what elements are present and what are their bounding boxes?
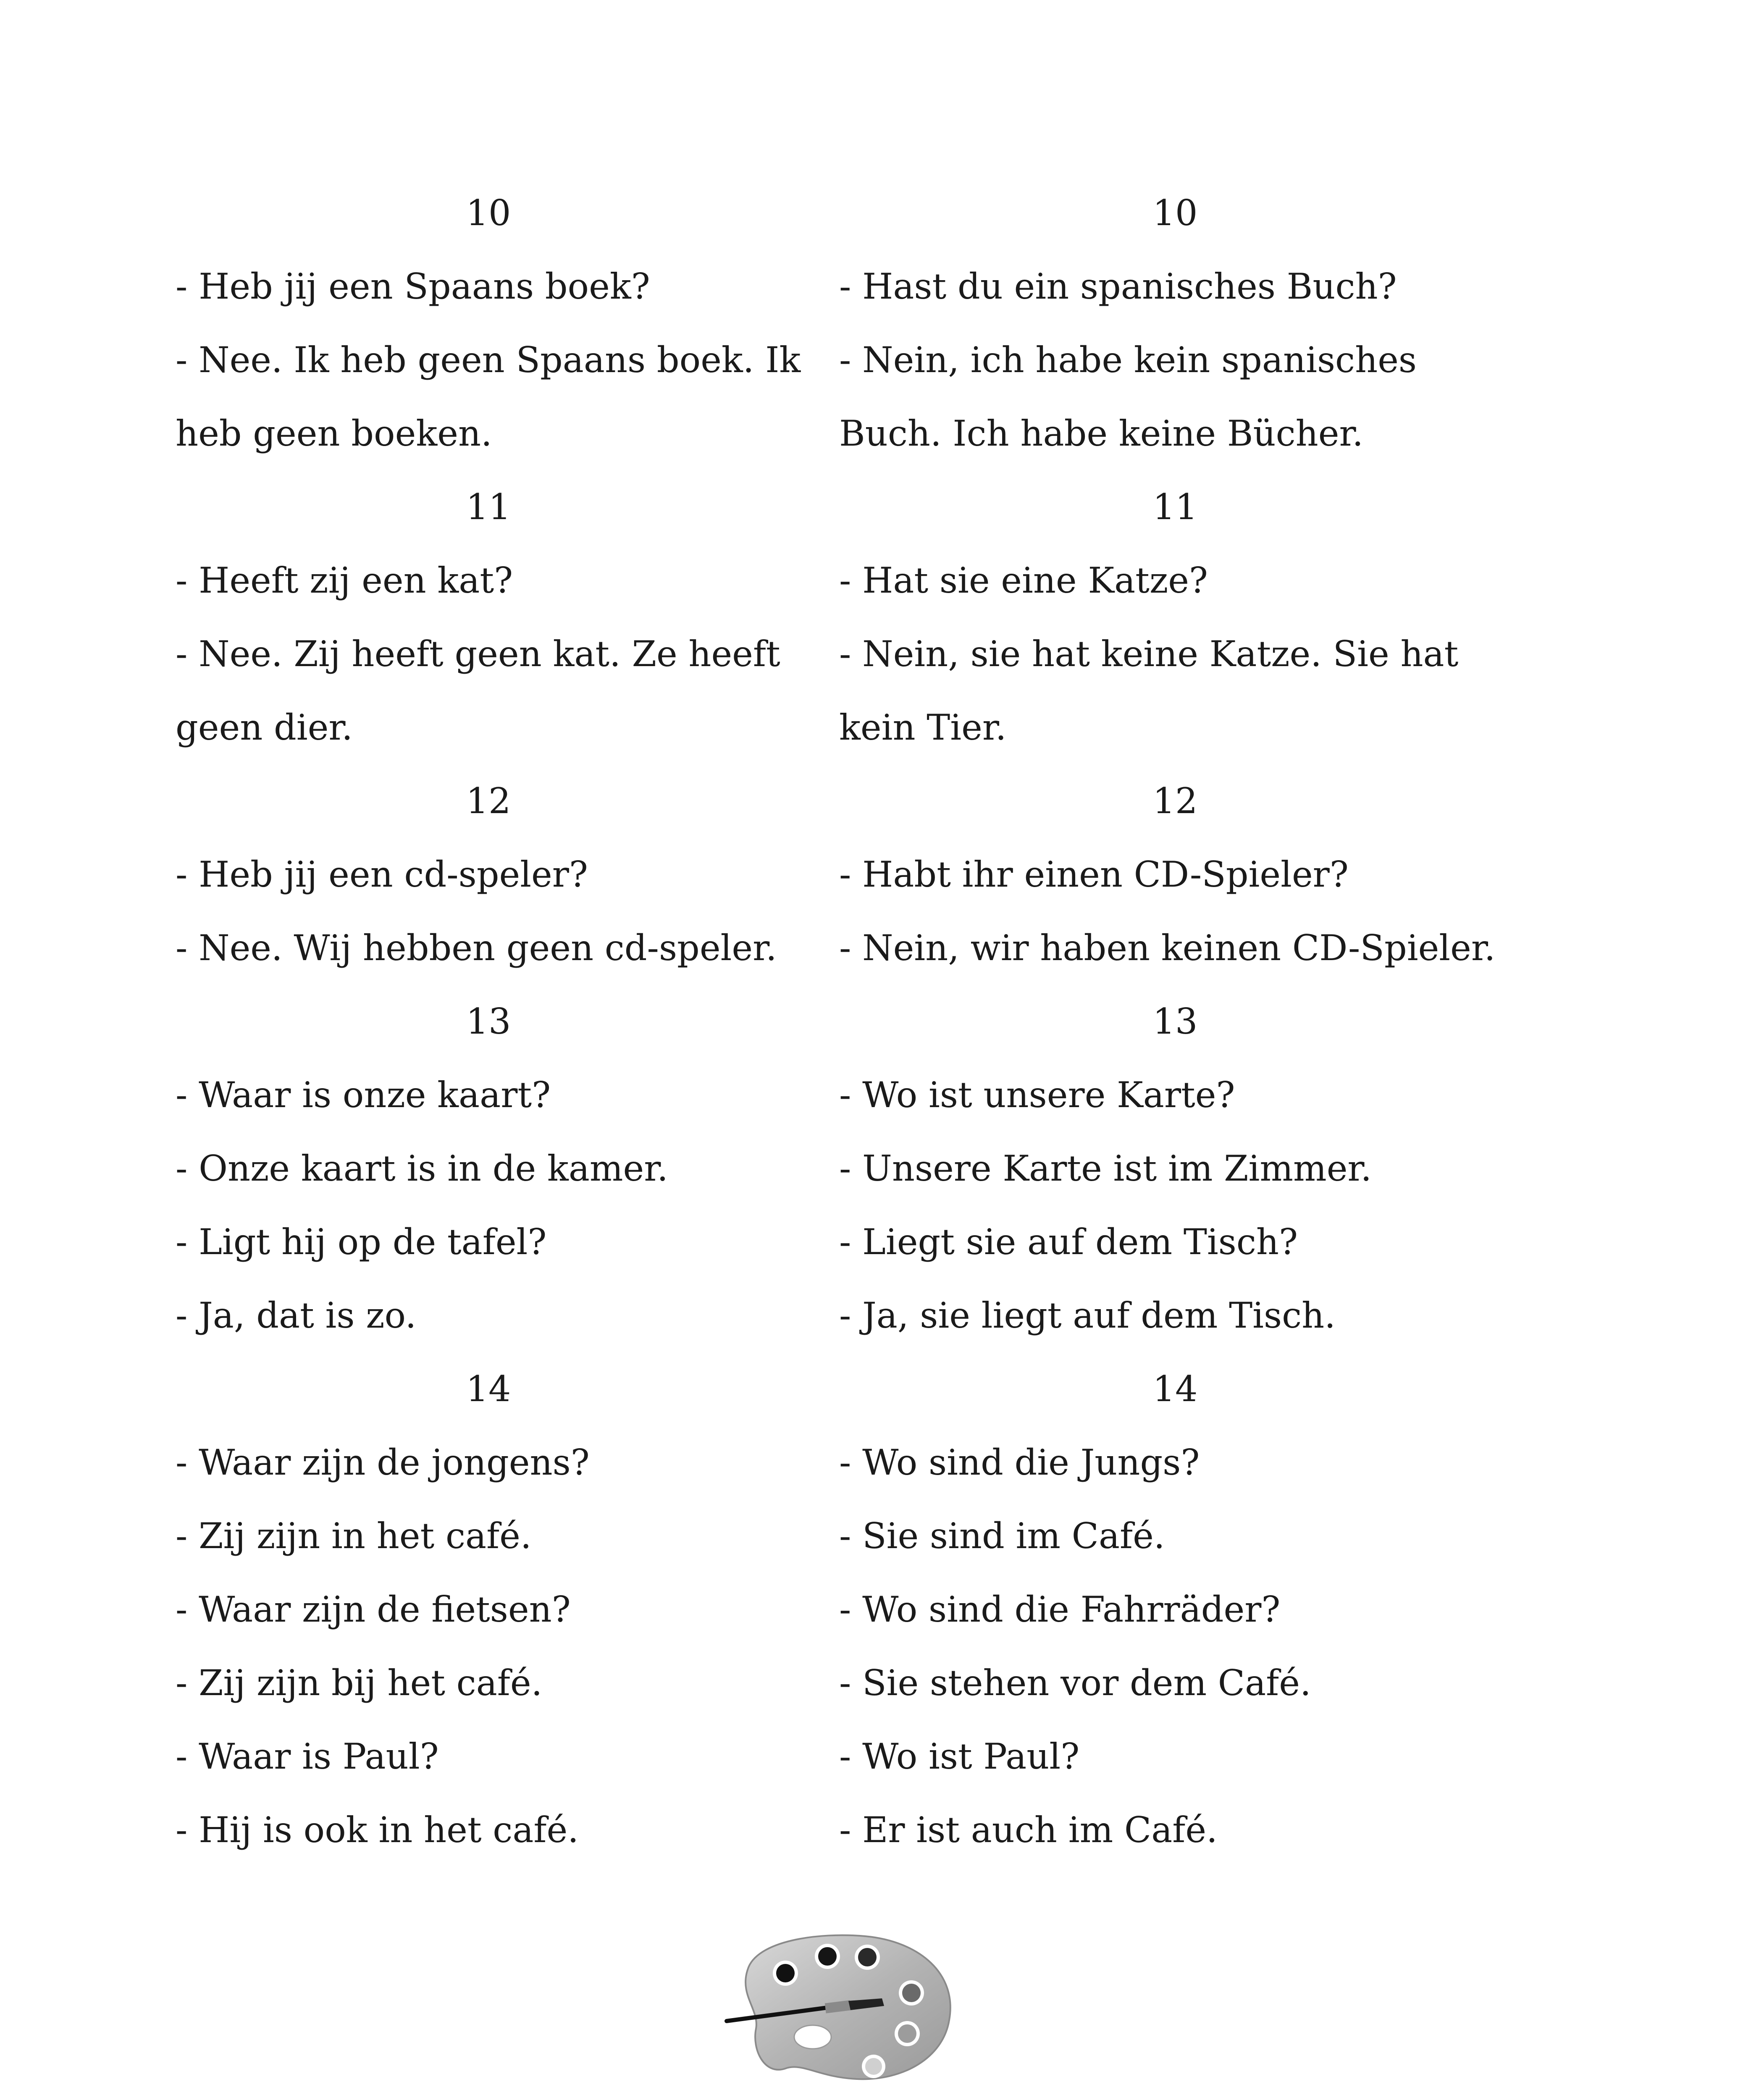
dutch-dialogue-line: - Onze kaart is in de kamer.	[176, 1148, 668, 1189]
german-column	[839, 176, 1578, 1867]
german-dialogue-line: - Nein, wir haben keinen CD-Spieler.	[839, 927, 1496, 969]
german-dialogue-line: - Wo ist unsere Karte?	[839, 1074, 1235, 1116]
dutch-column	[176, 176, 839, 1867]
dutch-dialogue-line: geen dier.	[176, 707, 353, 748]
dutch-dialogue-line: - Waar is onze kaart?	[176, 1074, 551, 1116]
dutch-section-number: 12	[466, 780, 511, 822]
dutch-dialogue-line: - Nee. Zij heeft geen kat. Ze heeft	[176, 633, 780, 675]
dutch-dialogue-line: - Nee. Ik heb geen Spaans boek. Ik	[176, 339, 801, 381]
german-dialogue-line: - Wo sind die Jungs?	[839, 1442, 1200, 1483]
german-dialogue-line: - Hat sie eine Katze?	[839, 560, 1208, 601]
german-section-number: 12	[1152, 780, 1198, 822]
german-dialogue-line: - Wo ist Paul?	[839, 1736, 1080, 1777]
dutch-dialogue-line: - Heb jij een Spaans boek?	[176, 266, 650, 307]
german-dialogue-line: - Wo sind die Fahrräder?	[839, 1589, 1281, 1630]
dutch-dialogue-line: - Ligt hij op de tafel?	[176, 1221, 547, 1263]
german-dialogue-line: - Ja, sie liegt auf dem Tisch.	[839, 1295, 1336, 1336]
dutch-section-number: 13	[466, 1001, 511, 1042]
dutch-dialogue-line: - Nee. Wij hebben geen cd-speler.	[176, 927, 777, 969]
dutch-dialogue-line: - Heb jij een cd-speler?	[176, 854, 588, 895]
dutch-section-number: 10	[466, 192, 511, 234]
german-dialogue-line: - Hast du ein spanisches Buch?	[839, 266, 1397, 307]
dutch-dialogue-line: - Ja, dat is zo.	[176, 1295, 417, 1336]
dutch-section-number: 11	[466, 486, 511, 528]
german-dialogue-line: - Sie sind im Café.	[839, 1515, 1165, 1557]
dutch-dialogue-line: - Heeft zij een kat?	[176, 560, 513, 601]
dutch-dialogue-line: heb geen boeken.	[176, 413, 492, 454]
german-dialogue-line: - Liegt sie auf dem Tisch?	[839, 1221, 1298, 1263]
german-dialogue-line: - Nein, ich habe kein spanisches	[839, 339, 1417, 381]
bilingual-columns	[176, 176, 1578, 1867]
german-section-number: 10	[1152, 192, 1198, 234]
dutch-dialogue-line: - Hij is ook in het café.	[176, 1809, 579, 1851]
german-dialogue-line: - Habt ihr einen CD-Spieler?	[839, 854, 1349, 895]
dutch-dialogue-line: - Zij zijn in het café.	[176, 1515, 532, 1557]
german-dialogue-line: - Unsere Karte ist im Zimmer.	[839, 1148, 1372, 1189]
dutch-section-number: 14	[466, 1368, 511, 1410]
dutch-dialogue-line: - Waar zijn de jongens?	[176, 1442, 590, 1483]
dutch-dialogue-line: - Zij zijn bij het café.	[176, 1662, 543, 1704]
german-dialogue-line: kein Tier.	[839, 707, 1007, 748]
paint-palette-icon	[722, 1924, 966, 2100]
german-section-number: 13	[1152, 1001, 1198, 1042]
german-section-number: 11	[1152, 486, 1198, 528]
german-dialogue-line: - Er ist auch im Café.	[839, 1809, 1218, 1851]
dutch-dialogue-line: - Waar is Paul?	[176, 1736, 439, 1777]
german-dialogue-line: - Nein, sie hat keine Katze. Sie hat	[839, 633, 1459, 675]
dutch-dialogue-line: - Waar zijn de fietsen?	[176, 1589, 571, 1630]
german-section-number: 14	[1152, 1368, 1198, 1410]
german-dialogue-line: Buch. Ich habe keine Bücher.	[839, 413, 1364, 454]
german-dialogue-line: - Sie stehen vor dem Café.	[839, 1662, 1311, 1704]
page-content	[176, 176, 1578, 1867]
